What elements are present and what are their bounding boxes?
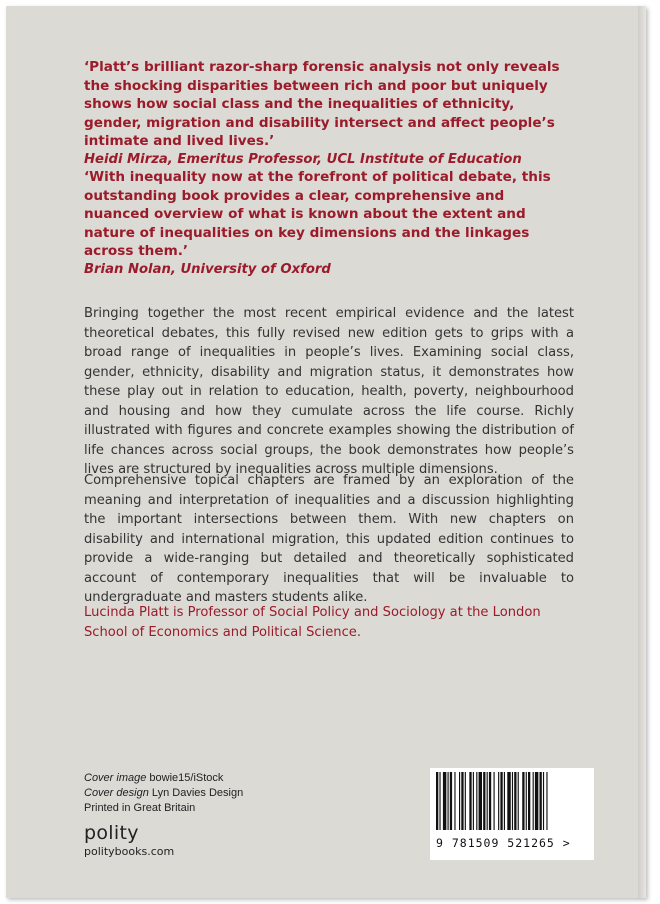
cover-design-label: Cover design	[84, 787, 149, 799]
isbn-digits: 9 781509 521265 >	[436, 836, 571, 850]
quote-2-text: ‘With inequality now at the forefront of political debate, this outstanding book provides a clear, comprehensive and nuanced overview of what is known about the extent and nature of inequalities on key dimensions and the linkages across them.’	[84, 169, 551, 259]
quote-1-attribution: Heidi Mirza, Emeritus Professor, UCL Institute of Education	[84, 151, 522, 167]
author-bio-text: Lucinda Platt is Professor of Social Policy and Sociology at the London School of Economics and Political Science.	[84, 605, 541, 640]
publisher-url: politybooks.com	[84, 845, 175, 858]
author-bio	[84, 603, 574, 642]
quote-2	[84, 168, 574, 279]
credits	[84, 771, 243, 816]
cover-design-credit	[84, 786, 243, 801]
description-text-1: Bringing together the most recent empirical evidence and the latest theoretical debates, this fully revised new edition gets to grips with a broad range of inequalities in people’s lives. Examining social class, gender, ethnicity, disability and migration status, it demonstrates how these play out in relation to education, health, poverty, neighbourhood and housing and how they cumulate across the life course. Richly illustrated with figures and concrete examples showing the distribution of life chances across social groups, the book demonstrates how people’s lives are structured by inequalities across multiple dimensions.	[84, 306, 574, 477]
description-paragraph-1	[84, 304, 574, 480]
cover-image-value: bowie15/iStock	[149, 772, 224, 784]
publisher-name: polity	[84, 822, 139, 844]
quote-1	[84, 58, 574, 169]
description-paragraph-2	[84, 471, 574, 608]
cover-image-credit	[84, 771, 243, 786]
cover-image-label: Cover image	[84, 772, 147, 784]
barcode-bars	[430, 768, 594, 832]
printed-in: Printed in Great Britain	[84, 802, 196, 814]
quote-2-attribution: Brian Nolan, University of Oxford	[84, 261, 331, 277]
cover-edge	[638, 6, 646, 898]
publisher-logo	[84, 822, 174, 858]
description-text-2: Comprehensive topical chapters are framed by an exploration of the meaning and interpretation of inequalities and a discussion highlighting the important intersections between them. With new chapters on disability and international migration, this updated edition continues to provide a wide-ranging but detailed and theoretically sophisticated account of contemporary inequalities that will be invaluable to undergraduate and masters students alike.	[84, 473, 574, 605]
quote-1-text: ‘Platt’s brilliant razor-sharp forensic analysis not only reveals the shocking disparities between rich and poor but uniquely shows how social class and the inequalities of ethnicity, gender, migration and disability intersect and affect people’s intimate and lived lives.’	[84, 59, 560, 149]
cover-design-value: Lyn Davies Design	[151, 787, 244, 799]
